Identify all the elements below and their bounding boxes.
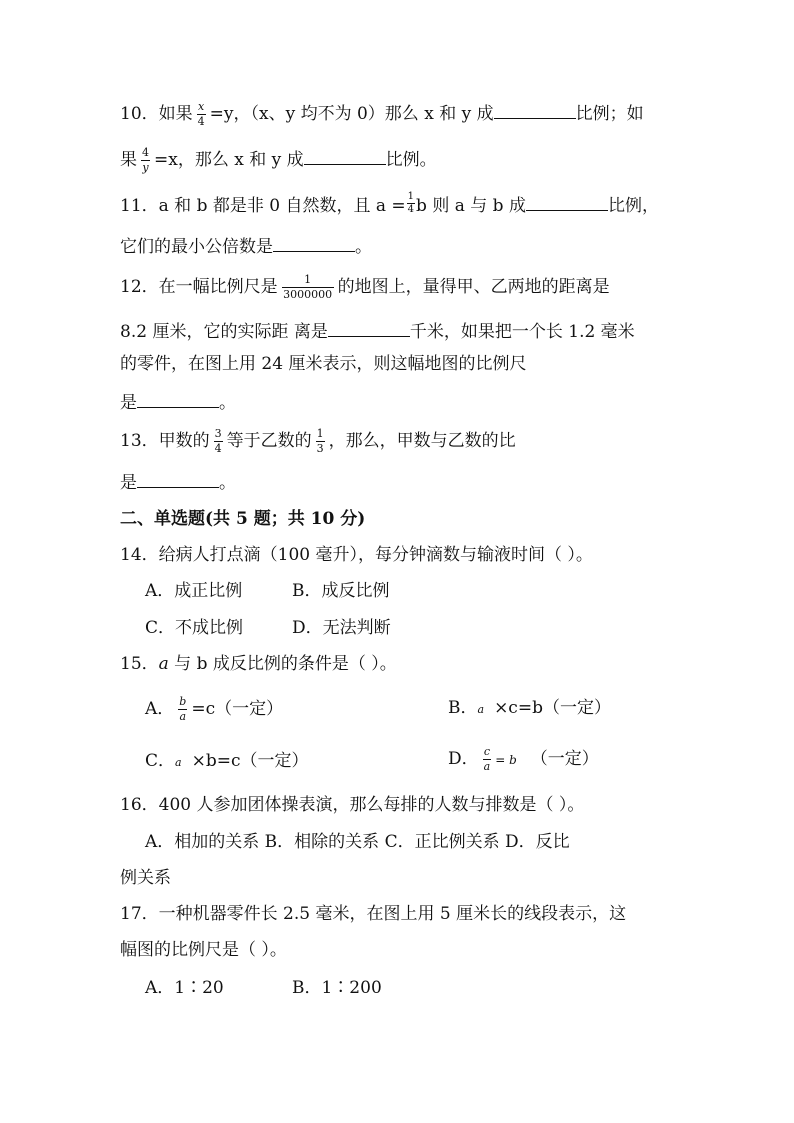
q10-text: 10．如果 <box>120 104 193 124</box>
q12-line-2: 8.2 厘米，它的实际距 离是 千米，如果把一个长 1.2 毫米 <box>120 318 635 344</box>
q10-line-1 <box>120 100 644 128</box>
q12-line-3: 的零件，在图上用 24 厘米表示，则这幅地图的比例尺 <box>120 354 527 374</box>
q12-line-1: 12．在一幅比例尺是 $\frac{1}{3000000}$ 的地图上，量得甲、乙两地的距离是 <box>120 273 610 301</box>
q13-fraction-2: $\frac{1}{3}$ <box>316 427 324 455</box>
q10-fraction-2: $\frac{4}{y}$ <box>142 146 149 174</box>
q10-text-2: =y，（x、y 均不为 0）那么 x 和 y 成 <box>209 104 494 124</box>
q16-options[interactable]: A．相加的关系 B．相除的关系 C．正比例关系 D．反比 <box>145 832 570 852</box>
q11-line-1: 11．a 和 b 都是非 0 自然数，且 a = $\frac{1}{4}$ b 则 a 与 b 成 比例， <box>120 191 659 216</box>
q10-fraction: $\frac{x}{4}$ <box>197 100 205 128</box>
q17-option-b[interactable]: B．1∶200 <box>292 978 382 998</box>
q10-blank-2[interactable] <box>304 146 386 165</box>
q15-option-b[interactable]: B．a ×c=b（一定） <box>448 698 611 718</box>
q13-line-2: 是 。 <box>120 469 236 495</box>
q15-option-d[interactable]: D． $\frac{c}{a}$ = b （一定） <box>448 745 599 773</box>
q14-option-d[interactable]: D．无法判断 <box>292 618 391 638</box>
q15-a-fraction: $\frac{b}{a}$ <box>179 695 187 723</box>
q14-option-b[interactable]: B．成反比例 <box>292 581 390 601</box>
q12-blank-2[interactable] <box>137 389 219 408</box>
q12-line-4: 是 。 <box>120 389 236 415</box>
q10-blank-1[interactable] <box>494 100 576 119</box>
q15-d-fraction: $\frac{c}{a}$ <box>483 745 491 773</box>
section-title-single-choice: 二、单选题(共 5 题；共 10 分) <box>120 509 366 529</box>
q16-stem: 16．400 人参加团体操表演，那么每排的人数与排数是（ ）。 <box>120 795 585 815</box>
q10-text-3: 比例；如 <box>575 104 644 124</box>
q13-line-1: 13．甲数的 $\frac{3}{4}$ 等于乙数的 $\frac{1}{3}$ ，那么，甲数与乙数的比 <box>120 427 516 455</box>
q13-fraction-1: $\frac{3}{4}$ <box>214 427 222 455</box>
q14-stem: 14．给病人打点滴（100 毫升），每分钟滴数与输液时间（ ）。 <box>120 545 593 565</box>
q15-option-c[interactable]: C．a ×b=c（一定） <box>145 751 309 771</box>
q16-options-continued: 例关系 <box>120 868 171 888</box>
q17-stem-line-2: 幅图的比例尺是（ ）。 <box>120 940 287 960</box>
q11-blank-1[interactable] <box>526 192 608 211</box>
q15-stem: 15．a 与 b 成反比例的条件是（ ）。 <box>120 654 397 674</box>
q10-line-2: 果 $\frac{4}{y}$ =x，那么 x 和 y 成 比例。 <box>120 146 437 174</box>
q15-option-a[interactable]: A． $\frac{b}{a}$ =c（一定） <box>145 695 284 723</box>
q11-blank-2[interactable] <box>273 233 355 252</box>
q13-blank[interactable] <box>137 469 219 488</box>
q11-fraction: $\frac{1}{4}$ <box>407 191 415 215</box>
q12-scale-fraction: $\frac{1}{3000000}$ <box>283 273 333 301</box>
q14-option-a[interactable]: A．成正比例 <box>145 581 243 601</box>
q17-stem-line-1: 17．一种机器零件长 2.5 毫米，在图上用 5 厘米长的线段表示，这 <box>120 904 627 924</box>
q14-option-c[interactable]: C．不成比例 <box>145 618 244 638</box>
q12-blank-1[interactable] <box>328 318 410 337</box>
q17-option-a[interactable]: A．1∶20 <box>145 978 224 998</box>
q11-line-2: 它们的最小公倍数是 。 <box>120 233 372 259</box>
